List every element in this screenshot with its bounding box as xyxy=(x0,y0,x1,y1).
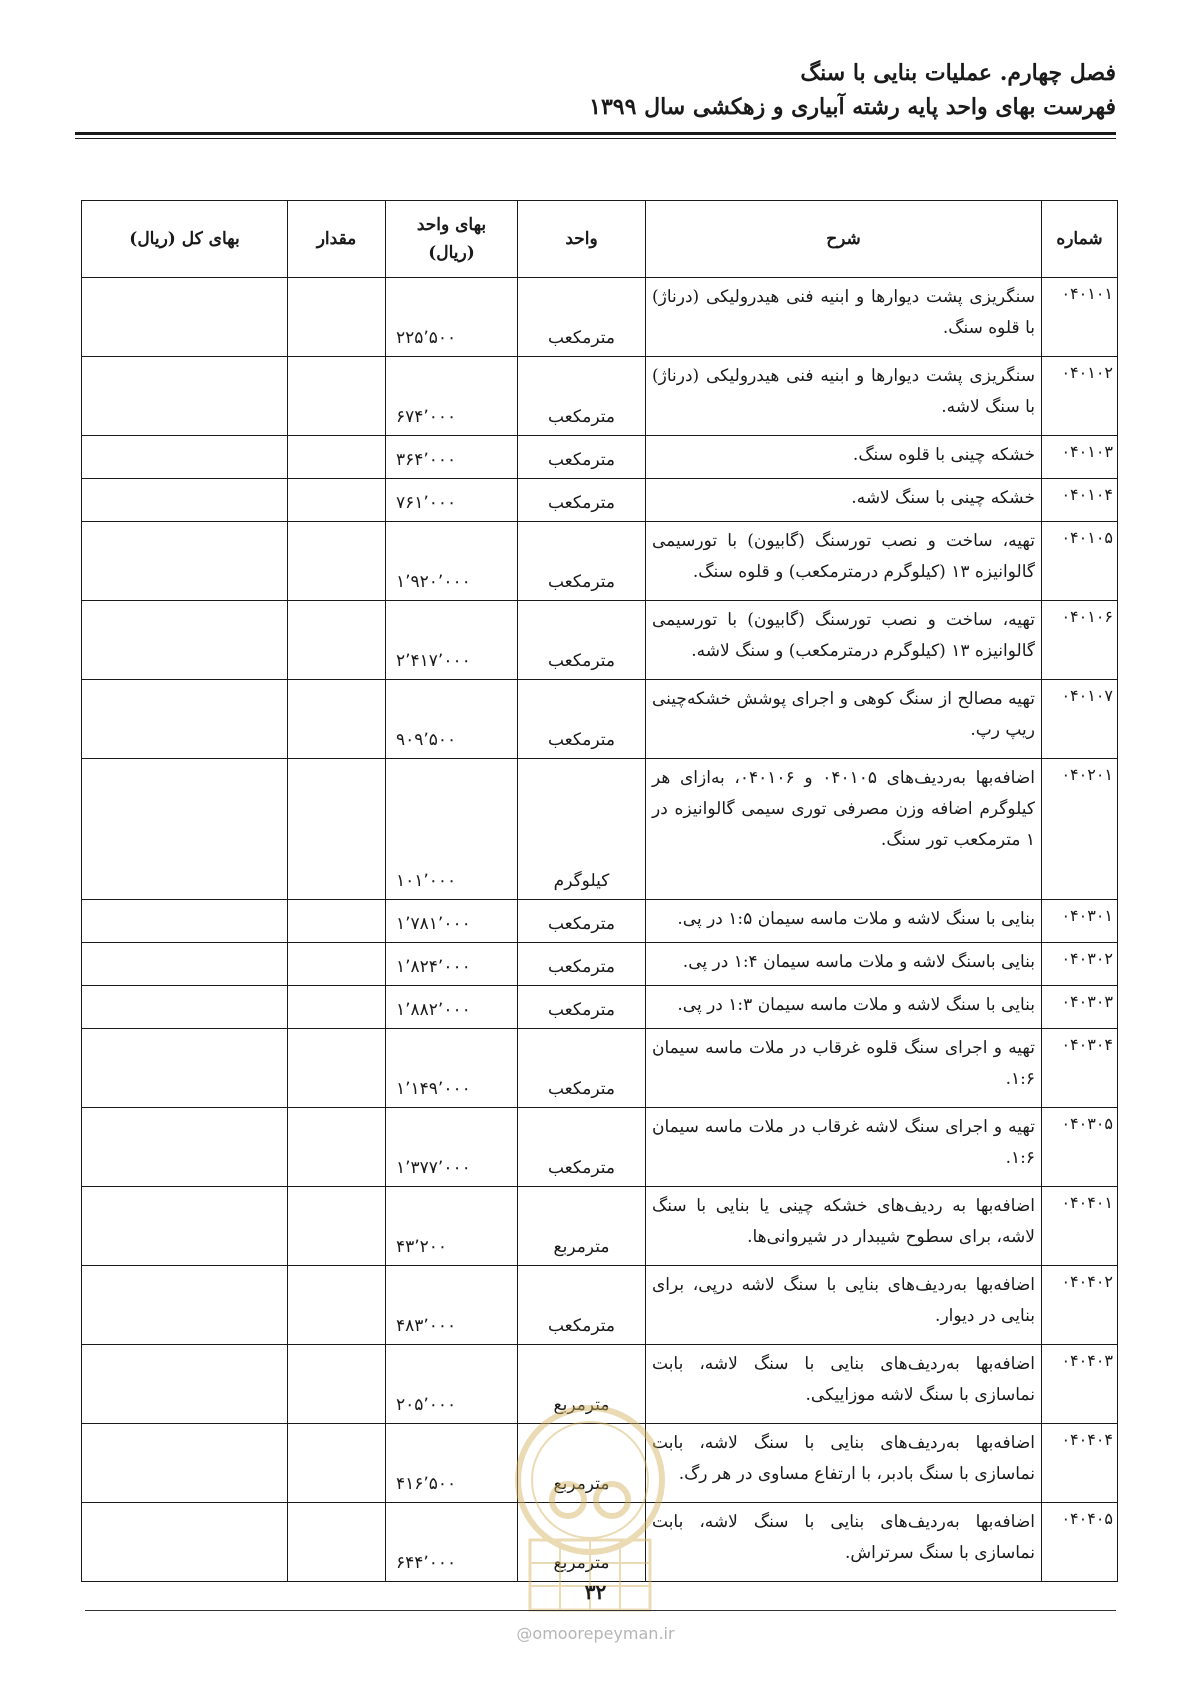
row-code: ۰۴۰۴۰۴ xyxy=(1042,1424,1118,1503)
row-unit-price: ۱٬۸۲۴٬۰۰۰ xyxy=(386,943,518,986)
table-row xyxy=(82,436,1118,479)
row-quantity xyxy=(288,986,386,1029)
row-unit-price: ۱٬۸۸۲٬۰۰۰ xyxy=(386,986,518,1029)
row-unit: مترمکعب xyxy=(518,943,646,986)
row-unit-price: ۷۶۱٬۰۰۰ xyxy=(386,479,518,522)
row-unit-price: ۶۴۴٬۰۰۰ xyxy=(386,1503,518,1582)
row-code: ۰۴۰۱۰۱ xyxy=(1042,278,1118,357)
row-code: ۰۴۰۳۰۴ xyxy=(1042,1029,1118,1108)
row-code: ۰۴۰۱۰۴ xyxy=(1042,479,1118,522)
row-total xyxy=(82,522,288,601)
table-row xyxy=(82,759,1118,900)
document-subtitle: فهرست بهای واحد پایه رشته آبیاری و زهکشی سال ۱۳۹۹ xyxy=(589,94,1116,120)
table-row xyxy=(82,1266,1118,1345)
row-total xyxy=(82,759,288,900)
table-row xyxy=(82,900,1118,943)
row-unit-price: ۳۶۴٬۰۰۰ xyxy=(386,436,518,479)
row-description: اضافه‌بها به‌ردیف‌های بنایی با سنگ لاشه، بابت نماسازی با سنگ بادبر، با ارتفاع مساوی در هر رگ. xyxy=(646,1424,1042,1503)
row-unit-price: ۱٬۱۴۹٬۰۰۰ xyxy=(386,1029,518,1108)
row-unit: مترمکعب xyxy=(518,1029,646,1108)
row-code: ۰۴۰۴۰۱ xyxy=(1042,1187,1118,1266)
row-description: اضافه‌بها به‌ردیف‌های بنایی با سنگ لاشه، بابت نماسازی با سنگ سرتراش. xyxy=(646,1503,1042,1582)
row-unit-price: ۱۰۱٬۰۰۰ xyxy=(386,759,518,900)
row-total xyxy=(82,436,288,479)
row-total xyxy=(82,357,288,436)
row-unit: مترمکعب xyxy=(518,1266,646,1345)
row-description: تهیه، ساخت و نصب تورسنگ (گابیون) با تورسیمی گالوانیزه ۱۳ (کیلوگرم درمترمکعب) و قلوه سنگ. xyxy=(646,522,1042,601)
row-unit: مترمکعب xyxy=(518,680,646,759)
row-unit: مترمکعب xyxy=(518,1108,646,1187)
table-row xyxy=(82,1108,1118,1187)
row-description: تهیه و اجرای سنگ لاشه غرقاب در ملات ماسه سیمان ۱:۶. xyxy=(646,1108,1042,1187)
row-quantity xyxy=(288,278,386,357)
row-unit-price: ۲۰۵٬۰۰۰ xyxy=(386,1345,518,1424)
row-quantity xyxy=(288,680,386,759)
table-row xyxy=(82,278,1118,357)
row-code: ۰۴۰۳۰۵ xyxy=(1042,1108,1118,1187)
row-description: بنایی با سنگ لاشه و ملات ماسه سیمان ۱:۳ در پی. xyxy=(646,986,1042,1029)
row-unit-price: ۱٬۳۷۷٬۰۰۰ xyxy=(386,1108,518,1187)
table-row xyxy=(82,1187,1118,1266)
table-row xyxy=(82,1424,1118,1503)
row-total xyxy=(82,278,288,357)
watermark-text: @omoorepeyman.ir xyxy=(516,1624,675,1643)
row-unit: مترمربع xyxy=(518,1424,646,1503)
row-code: ۰۴۰۱۰۷ xyxy=(1042,680,1118,759)
row-description: تهیه و اجرای سنگ قلوه غرقاب در ملات ماسه سیمان ۱:۶. xyxy=(646,1029,1042,1108)
table-header-row xyxy=(82,201,1118,278)
row-quantity xyxy=(288,1108,386,1187)
row-unit: مترمربع xyxy=(518,1345,646,1424)
table-row xyxy=(82,1345,1118,1424)
table-row xyxy=(82,357,1118,436)
col-header-quantity: مقدار xyxy=(288,201,386,278)
col-header-code: شماره xyxy=(1042,201,1118,278)
row-code: ۰۴۰۳۰۳ xyxy=(1042,986,1118,1029)
row-code: ۰۴۰۴۰۵ xyxy=(1042,1503,1118,1582)
col-header-description: شرح xyxy=(646,201,1042,278)
row-unit: مترمکعب xyxy=(518,986,646,1029)
col-header-unit-price-line2: (ریال) xyxy=(428,243,475,263)
row-quantity xyxy=(288,522,386,601)
row-code: ۰۴۰۳۰۲ xyxy=(1042,943,1118,986)
row-quantity xyxy=(288,943,386,986)
row-description: تهیه مصالح از سنگ کوهی و اجرای پوشش خشکه‌چینی ریپ رپ. xyxy=(646,680,1042,759)
row-quantity xyxy=(288,601,386,680)
row-quantity xyxy=(288,900,386,943)
row-unit-price: ۶۷۴٬۰۰۰ xyxy=(386,357,518,436)
row-quantity xyxy=(288,1187,386,1266)
row-code: ۰۴۰۲۰۱ xyxy=(1042,759,1118,900)
row-unit-price: ۴۸۳٬۰۰۰ xyxy=(386,1266,518,1345)
table-row xyxy=(82,522,1118,601)
row-unit: مترمکعب xyxy=(518,436,646,479)
row-unit: مترمکعب xyxy=(518,357,646,436)
row-unit-price: ۱٬۷۸۱٬۰۰۰ xyxy=(386,900,518,943)
row-unit-price: ۴۳٬۲۰۰ xyxy=(386,1187,518,1266)
row-total xyxy=(82,900,288,943)
row-unit: مترمربع xyxy=(518,1187,646,1266)
row-total xyxy=(82,986,288,1029)
row-quantity xyxy=(288,357,386,436)
table-row xyxy=(82,1029,1118,1108)
row-description: بنایی باسنگ لاشه و ملات ماسه سیمان ۱:۴ در پی. xyxy=(646,943,1042,986)
row-description: اضافه‌بها به‌ردیف‌های بنایی با سنگ لاشه، بابت نماسازی با سنگ لاشه موزاییکی. xyxy=(646,1345,1042,1424)
row-total xyxy=(82,943,288,986)
row-unit: کیلوگرم xyxy=(518,759,646,900)
row-unit-price: ۱٬۹۲۰٬۰۰۰ xyxy=(386,522,518,601)
row-total xyxy=(82,479,288,522)
row-quantity xyxy=(288,1029,386,1108)
footer-rule xyxy=(85,1610,1116,1611)
table-row xyxy=(82,601,1118,680)
row-quantity xyxy=(288,1345,386,1424)
header-rule-thick xyxy=(75,132,1116,135)
row-unit-price: ۹۰۹٬۵۰۰ xyxy=(386,680,518,759)
row-total xyxy=(82,1108,288,1187)
page-header xyxy=(75,56,1116,124)
row-unit: مترمربع xyxy=(518,1503,646,1582)
chapter-title: فصل چهارم. عملیات بنایی با سنگ xyxy=(800,60,1116,86)
row-unit-price: ۲٬۴۱۷٬۰۰۰ xyxy=(386,601,518,680)
row-description: اضافه‌بها به ردیف‌های خشکه چینی یا بنایی با سنگ لاشه، برای سطوح شیبدار در شیروانی‌ها. xyxy=(646,1187,1042,1266)
row-quantity xyxy=(288,1503,386,1582)
col-header-total: بهای کل (ریال) xyxy=(82,201,288,278)
row-total xyxy=(82,601,288,680)
row-unit: مترمکعب xyxy=(518,522,646,601)
row-unit: مترمکعب xyxy=(518,900,646,943)
row-code: ۰۴۰۱۰۵ xyxy=(1042,522,1118,601)
row-unit-price: ۴۱۶٬۵۰۰ xyxy=(386,1424,518,1503)
row-unit: مترمکعب xyxy=(518,601,646,680)
row-quantity xyxy=(288,479,386,522)
table-row xyxy=(82,1503,1118,1582)
table-row xyxy=(82,479,1118,522)
row-description: اضافه‌بها به‌ردیف‌های ۰۴۰۱۰۵ و ۰۴۰۱۰۶، به‌ازای هر کیلوگرم اضافه وزن مصرفی توری سیمی گالوانیزه در ۱ مترمکعب تور سنگ. xyxy=(646,759,1042,900)
row-total xyxy=(82,1503,288,1582)
row-description: خشکه چینی با سنگ لاشه. xyxy=(646,479,1042,522)
row-unit-price: ۲۲۵٬۵۰۰ xyxy=(386,278,518,357)
row-total xyxy=(82,1029,288,1108)
row-code: ۰۴۰۳۰۱ xyxy=(1042,900,1118,943)
row-unit: مترمکعب xyxy=(518,479,646,522)
table-row xyxy=(82,943,1118,986)
col-header-unit: واحد xyxy=(518,201,646,278)
col-header-unit-price xyxy=(386,201,518,278)
row-quantity xyxy=(288,759,386,900)
table-row xyxy=(82,986,1118,1029)
row-code: ۰۴۰۱۰۳ xyxy=(1042,436,1118,479)
row-description: بنایی با سنگ لاشه و ملات ماسه سیمان ۱:۵ در پی. xyxy=(646,900,1042,943)
row-description: سنگریزی پشت دیوارها و ابنیه فنی هیدرولیکی (درناژ) با سنگ لاشه. xyxy=(646,357,1042,436)
row-code: ۰۴۰۴۰۳ xyxy=(1042,1345,1118,1424)
row-total xyxy=(82,1187,288,1266)
row-quantity xyxy=(288,1424,386,1503)
row-unit: مترمکعب xyxy=(518,278,646,357)
header-rule-thin xyxy=(75,138,1116,139)
page-number: ۳۲ xyxy=(584,1580,607,1604)
row-code: ۰۴۰۱۰۶ xyxy=(1042,601,1118,680)
row-description: خشکه چینی با قلوه سنگ. xyxy=(646,436,1042,479)
row-total xyxy=(82,680,288,759)
row-quantity xyxy=(288,1266,386,1345)
table-row xyxy=(82,680,1118,759)
row-quantity xyxy=(288,436,386,479)
price-list-table xyxy=(81,200,1118,1582)
row-total xyxy=(82,1345,288,1424)
col-header-unit-price-line1: بهای واحد xyxy=(416,215,487,235)
row-total xyxy=(82,1266,288,1345)
row-description: اضافه‌بها به‌ردیف‌های بنایی با سنگ لاشه درپی، برای بنایی در دیوار. xyxy=(646,1266,1042,1345)
row-total xyxy=(82,1424,288,1503)
row-description: سنگریزی پشت دیوارها و ابنیه فنی هیدرولیکی (درناژ) با قلوه سنگ. xyxy=(646,278,1042,357)
row-code: ۰۴۰۱۰۲ xyxy=(1042,357,1118,436)
row-code: ۰۴۰۴۰۲ xyxy=(1042,1266,1118,1345)
row-description: تهیه، ساخت و نصب تورسنگ (گابیون) با تورسیمی گالوانیزه ۱۳ (کیلوگرم درمترمکعب) و سنگ لاشه. xyxy=(646,601,1042,680)
